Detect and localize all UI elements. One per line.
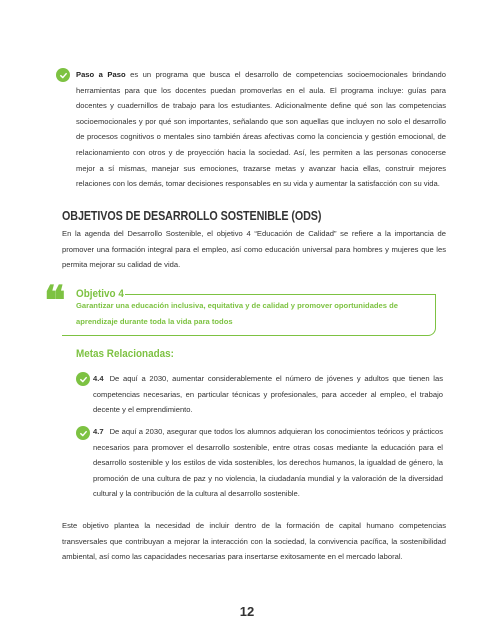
objective-divider xyxy=(125,294,436,295)
intro-bold-lead: Paso a Paso xyxy=(76,70,126,79)
intro-text: es un programa que busca el desarrollo de competencias socioemocionales brindando herramientas para que los docentes puedan promoverlas en el aula. El programa incluye: guías para docentes y cuadernillos de trabajo para los estudiantes. Adicionalmente define qué son las competencias socioemocionales y por qué son importantes, señalando que son aquellas que incluyen no solo el desarrollo de procesos cognitivos o mentales sino también áreas afectivas como la conciencia y gestión emocional, de relacionamiento con otros y de proyección hacia la sociedad. Así, les permiten a las personas conocerse mejor a sí mismas, manejar sus emociones, trazarse metas y avanzar hacia ellas, construir mejores relaciones con los demás, tomar decisiones responsables en su vida y aumentar la satisfacción con su vida. xyxy=(76,70,446,189)
meta-item xyxy=(93,371,443,418)
ods-heading-acronym: (ODS) xyxy=(291,209,322,223)
ods-heading-text: OBJETIVOS DE DESARROLLO SOSTENIBLE xyxy=(62,209,289,223)
ods-paragraph: En la agenda del Desarrollo Sostenible, el objetivo 4 “Educación de Calidad” se refiere a la importancia de promover una formación integral para el empleo, así como educación universal para hombres y mujeres que les permita mejorar su calidad de vida. xyxy=(62,229,446,270)
checkmark-icon xyxy=(56,68,70,82)
closing-paragraph: Este objetivo plantea la necesidad de incluir dentro de la formación de capital humano competencias transversales que contribuyan a mejorar la interacción con la sociedad, la convivencia pacífica, la sostenibilidad ambiental, así como las capacidades necesarias para insertarse exitosamente en el mercado laboral. xyxy=(62,521,446,562)
meta-number: 4.4 xyxy=(93,374,104,383)
ods-heading xyxy=(62,209,321,223)
objective-text: Garantizar una educación inclusiva, equitativa y de calidad y promover oportunidades de aprendizaje durante toda la vida para todos xyxy=(76,301,398,326)
meta-number: 4.7 xyxy=(93,427,104,436)
metas-heading: Metas Relacionadas: xyxy=(76,348,174,360)
objective-title: Objetivo 4 xyxy=(76,288,124,300)
checkmark-icon xyxy=(76,372,90,386)
meta-text: De aquí a 2030, aumentar considerablemente el número de jóvenes y adultos que tienen las competencias necesarias, en particular técnicas y profesionales, para acceder al empleo, el trabajo decente y el emprendimiento. xyxy=(93,374,443,415)
quote-icon: ❝ xyxy=(44,278,63,323)
intro-paragraph xyxy=(76,67,446,192)
page-number: 12 xyxy=(239,604,255,619)
meta-text: De aquí a 2030, asegurar que todos los alumnos adquieran los conocimientos teóricos y prácticos necesarios para promover el desarrollo sostenible, entre otras cosas mediante la educación para el desarrollo sostenible y los estilos de vida sostenibles, los derechos humanos, la igualdad de género, la promoción de una cultura de paz y no violencia, la ciudadanía mundial y la valoración de la diversidad cultural y la contribución de la cultura al desarrollo sostenible. xyxy=(93,427,443,499)
meta-item xyxy=(93,424,443,502)
checkmark-icon xyxy=(76,426,90,440)
